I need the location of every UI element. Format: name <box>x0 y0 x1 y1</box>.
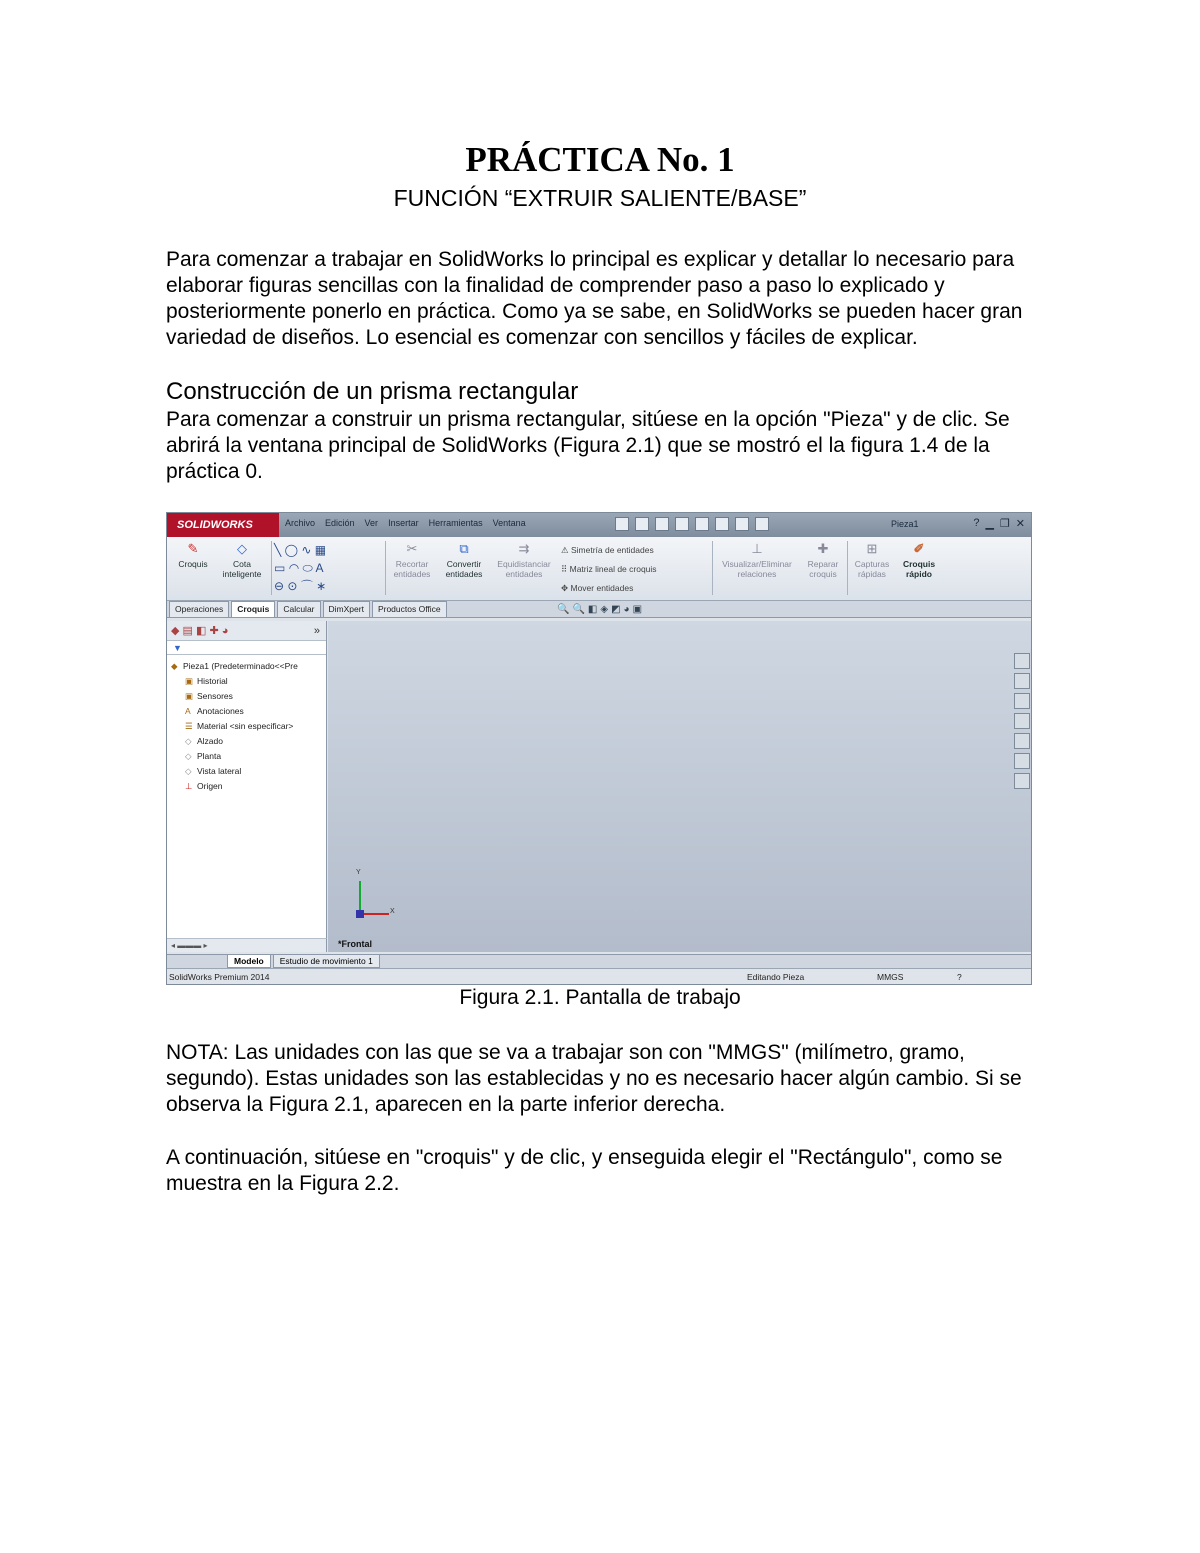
status-mode: Editando Pieza <box>747 972 805 982</box>
plane-icon: ◇ <box>185 766 192 776</box>
spline-icon[interactable]: ∿ <box>301 543 312 557</box>
menu-ventana[interactable]: Ventana <box>492 518 526 528</box>
grid-icon[interactable]: ▦ <box>314 543 327 557</box>
sw-status-bar <box>167 968 1031 985</box>
sw-document-name: Pieza1 <box>891 519 919 529</box>
menu-edicion[interactable]: Edición <box>325 518 355 528</box>
offset-icon: ⇉ <box>518 541 530 556</box>
tab-croquis[interactable]: Croquis <box>231 601 275 617</box>
sketch-pattern-list <box>561 541 657 598</box>
view-palette-icon[interactable] <box>1014 733 1030 749</box>
tab-estudio-movimiento[interactable]: Estudio de movimiento 1 <box>273 955 380 968</box>
task-pane <box>1014 653 1030 789</box>
save-icon[interactable] <box>655 517 669 531</box>
rectangle-icon[interactable]: ▭ <box>274 561 286 575</box>
trim-icon: ✂ <box>406 541 418 556</box>
feature-manager <box>167 621 327 938</box>
recortar-entidades-button[interactable]: ✂ Recortar entidades <box>393 541 431 579</box>
minimize-icon[interactable]: ▁ <box>985 518 994 530</box>
triad-origin <box>356 910 364 918</box>
expand-icon[interactable]: » <box>313 625 320 637</box>
ribbon-separator <box>385 541 386 595</box>
section-view-icon[interactable]: ◧ <box>587 604 601 615</box>
triad-x-label: X <box>390 908 395 915</box>
status-product: SolidWorks Premium 2014 <box>169 972 270 982</box>
rapid-sketch-icon: ✐ <box>913 541 925 556</box>
simetria-entidades-button[interactable]: ⚠ Simetría de entidades <box>561 545 654 555</box>
zoom-fit-icon[interactable]: 🔍 <box>557 604 573 615</box>
ribbon-separator <box>271 541 272 595</box>
dimxpert-tab-icon[interactable]: ✚ <box>209 625 219 637</box>
figure-caption: Figura 2.1. Pantalla de trabajo <box>459 986 741 1009</box>
sensor-icon: ▣ <box>185 691 194 701</box>
linear-pattern-icon: ⠿ <box>561 564 568 574</box>
sw-logo: SOLIDWORKS <box>167 513 279 537</box>
material-icon: ☰ <box>185 721 193 731</box>
triad-y-label: Y <box>356 869 361 876</box>
feature-manager-tabs <box>167 621 326 641</box>
tab-modelo[interactable]: Modelo <box>227 955 271 968</box>
ellipse-icon[interactable]: ⬭ <box>302 561 313 575</box>
restore-icon[interactable]: ❐ <box>999 518 1010 530</box>
solidworks-screenshot <box>166 512 1032 985</box>
mover-entidades-button[interactable]: ✥ Mover entidades <box>561 583 634 593</box>
print-icon[interactable] <box>675 517 689 531</box>
smart-dimension-icon: ◇ <box>237 541 247 556</box>
status-units[interactable]: MMGS <box>877 972 904 982</box>
graphics-area[interactable] <box>328 621 1031 952</box>
zoom-area-icon[interactable]: 🔍 <box>572 604 588 615</box>
convertir-entidades-button[interactable]: ⧉ Convertir entidades <box>445 541 483 579</box>
ribbon-separator <box>847 541 848 595</box>
sw-command-manager <box>167 537 1031 601</box>
view-name-label: *Frontal <box>338 939 373 949</box>
heads-up-view-toolbar <box>557 604 645 615</box>
tree-item-alzado[interactable]: ◇ Alzado <box>171 734 326 749</box>
sw-window-buttons <box>973 517 1025 530</box>
section-heading: Construcción de un prisma rectangular <box>166 378 579 405</box>
mirror-icon: ⚠ <box>561 545 569 555</box>
convert-icon: ⧉ <box>459 541 469 556</box>
part-icon: ◆ <box>171 661 178 671</box>
sw-quick-toolbar <box>615 517 769 531</box>
annotation-icon: A <box>185 706 191 716</box>
sketch-icon: ✎ <box>187 541 199 556</box>
home-icon[interactable] <box>1014 673 1030 689</box>
menu-insertar[interactable]: Insertar <box>388 518 419 528</box>
options-icon[interactable] <box>755 517 769 531</box>
open-folder-icon[interactable] <box>635 517 649 531</box>
slot-icon[interactable]: ⊖ <box>274 579 285 593</box>
croquis-button[interactable]: ✎ Croquis <box>178 541 208 569</box>
resources-icon[interactable] <box>1014 653 1030 669</box>
fillet-icon[interactable]: ⌒ <box>300 579 313 593</box>
section-paragraph: Para comenzar a construir un prisma rectangular, sitúese en la opción "Pieza" y de clic. Se abrirá la ventana principal de SolidWorks (Figura 2.1) que se mostró el la figura 1.4 de la práctica 0. <box>166 408 1010 483</box>
feature-tree <box>167 655 326 794</box>
point-icon[interactable]: ∗ <box>316 579 327 593</box>
appearance-icon[interactable]: ◕ <box>623 604 633 615</box>
visualizar-relaciones-button[interactable]: ⊥ Visualizar/Eliminar relaciones <box>722 541 792 579</box>
capturas-rapidas-button[interactable]: ⊞ Capturas rápidas <box>854 541 890 579</box>
undo-icon[interactable] <box>695 517 709 531</box>
rebuild-icon[interactable] <box>735 517 749 531</box>
close-icon[interactable]: ✕ <box>1015 518 1025 530</box>
config-tab-icon[interactable]: ◧ <box>196 625 207 637</box>
page-subtitle: FUNCIÓN “EXTRUIR SALIENTE/BASE” <box>393 185 807 211</box>
tree-item-anotaciones[interactable]: A Anotaciones <box>171 704 326 719</box>
matriz-lineal-button[interactable]: ⠿ Matriz lineal de croquis <box>561 564 657 574</box>
snaps-icon: ⊞ <box>866 541 878 556</box>
tab-calcular[interactable]: Calcular <box>277 601 320 617</box>
sw-titlebar <box>167 513 1031 537</box>
sketch-tools-grid <box>274 541 384 595</box>
sw-menubar <box>285 518 526 528</box>
reparar-croquis-button[interactable]: ✚ Reparar croquis <box>807 541 839 579</box>
text-icon[interactable]: A <box>315 561 324 575</box>
display-style-icon[interactable]: ◩ <box>611 604 624 615</box>
origin-icon: ⊥ <box>185 781 193 791</box>
tree-item-material[interactable]: ☰ Material <sin especificar> <box>171 719 326 734</box>
page-title: PRÁCTICA No. 1 <box>465 140 735 179</box>
intro-paragraph: Para comenzar a trabajar en SolidWorks lo principal es explicar y detallar lo necesario para elaborar figuras sencillas con la finalidad de comprender paso a paso lo explicado y posteriormente ponerlo en práctica. Como ya se sabe, en SolidWorks se pueden hacer gran variedad de diseños. Lo esencial es comenzar con sencillos y fáciles de explicar. <box>166 248 1023 349</box>
tree-item-root[interactable]: ◆ Pieza1 (Predeterminado<<Pre <box>171 659 326 674</box>
circle-icon[interactable]: ◯ <box>284 543 299 557</box>
tree-item-origen[interactable]: ⊥ Origen <box>171 779 326 794</box>
tree-item-historial[interactable]: ▣ Historial <box>171 674 326 689</box>
tree-item-vista-lateral[interactable]: ◇ Vista lateral <box>171 764 326 779</box>
feature-manager-scrollbar[interactable]: ◂ ▬▬▬ ▸ <box>167 938 327 952</box>
line-icon[interactable]: ╲ <box>274 543 282 557</box>
plane-icon: ◇ <box>185 751 192 761</box>
menu-ver[interactable]: Ver <box>364 518 379 528</box>
filter-icon[interactable]: ▼ <box>167 641 326 655</box>
tree-item-planta[interactable]: ◇ Planta <box>171 749 326 764</box>
tab-operaciones[interactable]: Operaciones <box>169 601 229 617</box>
tree-item-sensores[interactable]: ▣ Sensores <box>171 689 326 704</box>
menu-herramientas[interactable]: Herramientas <box>428 518 483 528</box>
feature-tree-tab-icon[interactable]: ◆ <box>171 625 180 637</box>
history-icon: ▣ <box>185 676 194 686</box>
select-icon[interactable] <box>715 517 729 531</box>
custom-properties-icon[interactable] <box>1014 773 1030 789</box>
appearances-icon[interactable] <box>1014 753 1030 769</box>
continuation-paragraph: A continuación, sitúese en "croquis" y de clic, y enseguida elegir el "Rectángulo", como se muestra en la Figura 2.2. <box>166 1146 1003 1195</box>
ribbon-separator <box>712 541 713 595</box>
polygon-icon[interactable]: ⊙ <box>287 579 298 593</box>
property-tab-icon[interactable]: ▤ <box>182 625 193 637</box>
move-icon: ✥ <box>561 583 569 593</box>
tab-productos-office[interactable]: Productos Office <box>372 601 447 617</box>
scene-icon[interactable]: ▣ <box>632 604 646 615</box>
file-explorer-icon[interactable] <box>1014 713 1030 729</box>
note-paragraph: NOTA: Las unidades con las que se va a trabajar son con "MMGS" (milímetro, gramo, segundo). Estas unidades son las establecidas y no es necesario hacer algún cambio. Si se observa la Figura 2.1, aparecen en la parte inferior derecha. <box>166 1041 1022 1116</box>
relations-icon: ⊥ <box>751 541 763 556</box>
plane-icon: ◇ <box>185 736 192 746</box>
croquis-rapido-button[interactable]: ✐ Croquis rápido <box>902 541 936 579</box>
new-document-icon[interactable] <box>615 517 629 531</box>
menu-archivo[interactable]: Archivo <box>285 518 316 528</box>
tab-dimxpert[interactable]: DimXpert <box>323 601 370 617</box>
help-icon[interactable]: ? <box>973 517 980 529</box>
help-icon[interactable]: ? <box>957 972 962 982</box>
cota-inteligente-button[interactable]: ◇ Cota inteligente <box>222 541 262 579</box>
arc-icon[interactable]: ◠ <box>288 561 300 575</box>
view-orientation-icon[interactable]: ◈ <box>600 604 612 615</box>
sw-bottom-tabs <box>167 954 1031 968</box>
repair-icon: ✚ <box>817 541 829 556</box>
equidistanciar-entidades-button[interactable]: ⇉ Equidistanciar entidades <box>497 541 551 579</box>
design-library-icon[interactable] <box>1014 693 1030 709</box>
display-tab-icon[interactable]: ◕ <box>221 625 229 637</box>
